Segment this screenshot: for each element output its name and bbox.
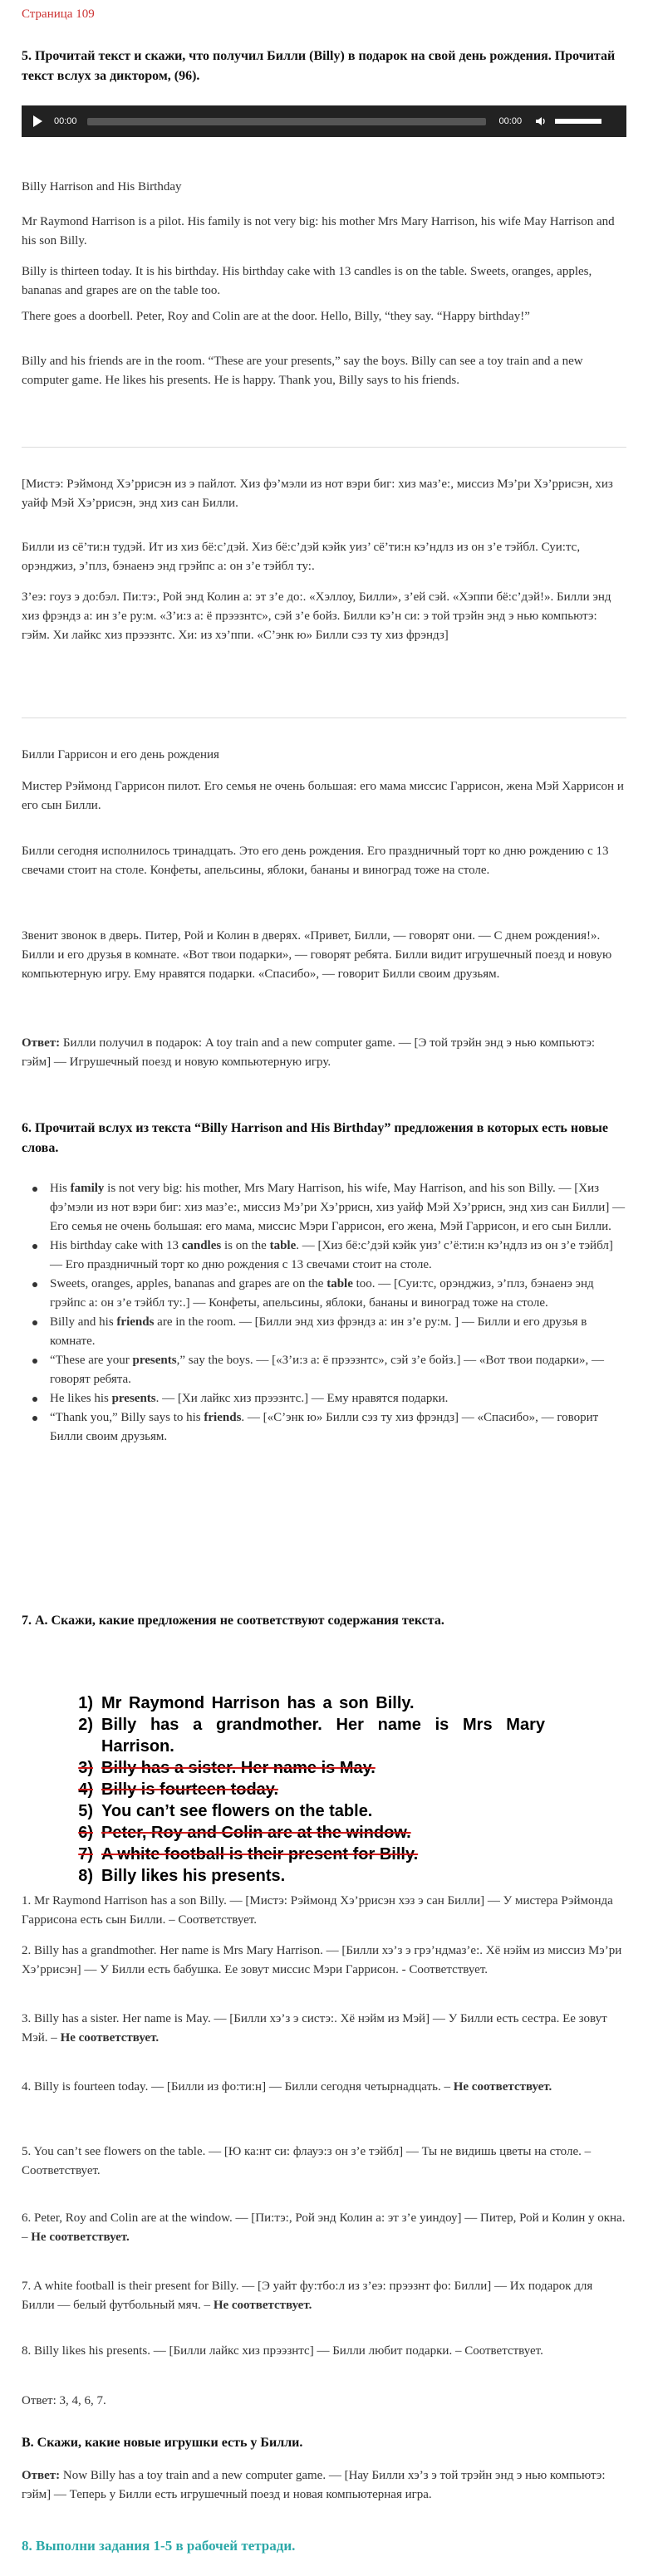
statement-struck: 6) Peter, Roy and Colin are at the window. xyxy=(78,1824,411,1842)
statements-box xyxy=(63,1692,545,1887)
answer-7-3: 3. Billy has a sister. Her name is May. — [Билли хэ’з э систэ:. Хё нэйм из Мэй] — У Билли есть сестра. Ее зовут Мэй. – Не соответствует. xyxy=(22,2012,607,2045)
statement-struck: 3) Billy has a sister. Her name is May. xyxy=(78,1759,376,1777)
duration: 00:00 xyxy=(498,115,523,126)
volume-slider[interactable] xyxy=(555,119,601,124)
story-en-title: Billy Harrison and His Birthday xyxy=(22,180,182,193)
story-en-p4: Billy and his friends are in the room. “These are your presents,” say the boys. Billy can see a toy train and a new computer game. He likes his presents. He is happy. Thank you, Billy says to his friends. xyxy=(22,355,583,387)
divider xyxy=(22,717,626,718)
story-ru-title: Билли Гаррисон и его день рождения xyxy=(22,748,219,762)
audio-player xyxy=(22,105,626,137)
story-en-p3: There goes a doorbell. Peter, Roy and Colin are at the door. Hello, Billy, “they say. “Happy birthday!” xyxy=(22,310,530,323)
answer-7-4: 4. Billy is fourteen today. — [Билли из фо:ти:н] — Билли сегодня четырнадцать. – Не соответствует. xyxy=(22,2080,552,2094)
list-item: Sweets, oranges, apples, bananas and grapes are on the table too. — [Суи:тс, орэнджиз, э’плз, бэнаенэ энд грэйпс а: он з’е тэйбл ту:.] — Конфеты, апельсины, яблоки, бананы и виноград тоже на столе. xyxy=(50,1275,626,1313)
list-item: He likes his presents. — [Хи лайкс хиз прээзнтс.] — Ему нравятся подарки. xyxy=(50,1389,626,1408)
list-item: His birthday cake with 13 candles is on the table. — [Хиз бё:с’дэй кэйк уиз’ с’ё:ти:н кэ’ндлз из он з’е тэйбл] — Его праздничный торт ко дню рождения с 13 свечами стоит на столе. xyxy=(50,1237,626,1275)
divider xyxy=(22,447,626,448)
answer-label: Ответ: xyxy=(22,2469,61,2482)
answer-5 xyxy=(22,1034,626,1072)
statement: 8) Billy likes his presents. xyxy=(78,1867,286,1885)
story-ru-p2: Билли сегодня исполнилось тринадцать. Это его день рождения. Его праздничный торт ко дню рождению с 13 свечами стоит на столе. Конфеты, апельсины, яблоки, бананы и виноград тоже на столе. xyxy=(22,845,609,877)
current-time: 00:00 xyxy=(54,115,77,126)
answer-7b xyxy=(22,2466,626,2505)
answer-7-7: 7. A white football is their present for Billy. — [Э уайт фу:тбо:л из з’еэ: прээзнт фо: Билли] — Их подарок для Билли — белый футбольный мяч. – Не соответствует. xyxy=(22,2280,593,2312)
answer-label: Ответ: xyxy=(22,1036,61,1050)
statement: 2) Billy has a grandmother. Her name is Mrs Mary Harrison. xyxy=(78,1716,545,1756)
task-7a-title: 7. А. Скажи, какие предложения не соответствуют содержания текста. xyxy=(22,1614,444,1628)
story-ru-p1: Мистер Рэймонд Гаррисон пилот. Его семья не очень большая: его мама миссис Гаррисон, жена Мэй Харрисон и его сын Билли. xyxy=(22,780,624,812)
answer-text: Now Billy has a toy train and a new computer game. — [Нау Билли хэ’з э той трэйн энд э нью компьютэ: гэйм] — Теперь у Билли есть игрушечный поезд и новая компьютерная игра. xyxy=(22,2469,606,2501)
answer-7-1: 1. Mr Raymond Harrison has a son Billy. — [Мистэ: Рэймонд Хэ’ррисэн хэз э сан Билли] — У мистера Рэймонда Гаррисона есть сын Билли. – Соответствует. xyxy=(22,1894,613,1927)
statement: 5) You can’t see flowers on the table. xyxy=(78,1802,373,1820)
progress-rail[interactable] xyxy=(87,118,486,125)
answer-7-8: 8. Billy likes his presents. — [Билли лайкс хиз прээзнтс] — Билли любит подарки. – Соответствует. xyxy=(22,2344,543,2358)
story-en-p2: Billy is thirteen today. It is his birthday. His birthday cake with 13 candles is on the table. Sweets, oranges, apples, bananas and grapes are on the table too. xyxy=(22,265,592,297)
play-icon[interactable] xyxy=(33,115,42,127)
page-number: Страница 109 xyxy=(22,7,95,21)
task-6-list xyxy=(22,1179,626,1447)
answer-text: Билли получил в подарок: A toy train and a new computer game. — [Э той трэйн энд э нью компьютэ: гэйм] — Игрушечный поезд и новую компьютерную игру. xyxy=(22,1036,596,1069)
transcription-p1: [Мистэ: Рэймонд Хэ’ррисэн из э пайлот. Хиз фэ’мэли из нот вэри биг: хиз маз’е:, миссиз Мэ’ри Хэ’ррисэн, хиз уайф Мэй Хэ’ррисэн, энд хиз сан Билли. xyxy=(22,477,613,510)
transcription-p3: З’еэ: гоуз э до:бэл. Пи:тэ:, Рой энд Колин а: эт з’е до:. «Хэллоу, Билли», з’ей сэй. «Хэппи бё:с’дэй!». Билли энд хиз фрэндз а: ин з’е ру:м. «З’и:з а: ё прээзнтс», сэй з’е бойз. Билли кэ’н си: э той трэйн энд э нью компьютэ: гэйм. Хи лайкс хиз прээзнтс. Хи: из хэ’ппи. «С’энк ю» Билли сэз ту хиз фрэндз] xyxy=(22,590,611,642)
list-item: “These are your presents,” say the boys. — [«З’и:з а: ё прээзнтс», сэй з’е бойз.] — «Вот твои подарки», — говорят ребята. xyxy=(50,1351,626,1389)
task-7a-result: Ответ: 3, 4, 6, 7. xyxy=(22,2394,106,2407)
volume-icon[interactable] xyxy=(535,115,547,127)
task-8-title: 8. Выполни задания 1-5 в рабочей тетради. xyxy=(22,2538,296,2554)
list-item: His family is not very big: his mother, Mrs Mary Harrison, his wife, May Harrison, and his son Billy. — [Хиз фэ’мэли из нот вэри биг: хиз маз’е:, миссиз Мэ’ри Хэ’ррисн, хиз уайф Мэй Хэ’ррисн, энд хиз сан Билли] — Его семья не очень большая: его мама, миссис Мэри Гаррисон, его жена, Мэй Гаррисон, и его сын Билли. xyxy=(50,1179,626,1237)
list-item: “Thank you,” Billy says to his friends. — [«С’энк ю» Билли сэз ту хиз фрэндз] — «Спасибо», — говорит Билли своим друзьям. xyxy=(50,1408,626,1447)
answer-7-6: 6. Peter, Roy and Colin are at the window. — [Пи:тэ:, Рой энд Колин а: эт з’е уиндоу] — Питер, Рой и Колин у окна. – Не соответствует. xyxy=(22,2211,626,2244)
task-5-title: 5. Прочитай текст и скажи, что получил Билли (Billy) в подарок на свой день рождения. Прочитай текст вслух за диктором, (96). xyxy=(22,49,616,83)
task-6-title: 6. Прочитай вслух из текста “Billy Harrison and His Birthday” предложения в которых есть новые слова. xyxy=(22,1121,608,1155)
answer-7-2: 2. Billy has a grandmother. Her name is Mrs Mary Harrison. — [Билли хэ’з э грэ’ндмаз’е:. Хё нэйм из миссиз Мэ’ри Хэ’ррисэн] — У Билли есть бабушка. Ее зовут миссис Мэри Гаррисон. - Соответствует. xyxy=(22,1944,622,1976)
story-ru-p3: Звенит звонок в дверь. Питер, Рой и Колин в дверях. «Привет, Билли, — говорят они. — С днем рождения!». Билли и его друзья в комнате. «Вот твои подарки», — говорят ребята. Билли видит игрушечный поезд и новую компьютерную игру. Ему нравятся подарки. «Спасибо», — говорит Билли своим друзьям. xyxy=(22,929,612,981)
task-7b-title: В. Скажи, какие новые игрушки есть у Билли. xyxy=(22,2436,303,2450)
statement-struck: 4) Billy is fourteen today. xyxy=(78,1780,278,1799)
transcription-p2: Билли из сё’ти:н тудэй. Ит из хиз бё:с’дэй. Хиз бё:с’дэй кэйк уиз’ сё’ти:н кэ’ндлз из он з’е тэйбл. Суи:тс, орэнджиз, э’плз, бэнаенэ энд грэйпс а: он з’е тэйбл ту:. xyxy=(22,541,581,573)
story-en-p1: Mr Raymond Harrison is a pilot. His family is not very big: his mother Mrs Mary Harrison, his wife May Harrison and his son Billy. xyxy=(22,215,615,247)
statement-struck: 7) A white football is their present for Billy. xyxy=(78,1845,419,1863)
list-item: Billy and his friends are in the room. — [Билли энд хиз фрэндз а: ин з’е ру:м. ] — Билли и его друзья в комнате. xyxy=(50,1313,626,1351)
answer-7-5: 5. You can’t see flowers on the table. — [Ю ка:нт си: флауэ:з он з’е тэйбл] — Ты не видишь цветы на столе. – Соответствует. xyxy=(22,2145,592,2177)
statement: 1) Mr Raymond Harrison has a son Billy. xyxy=(78,1694,415,1712)
